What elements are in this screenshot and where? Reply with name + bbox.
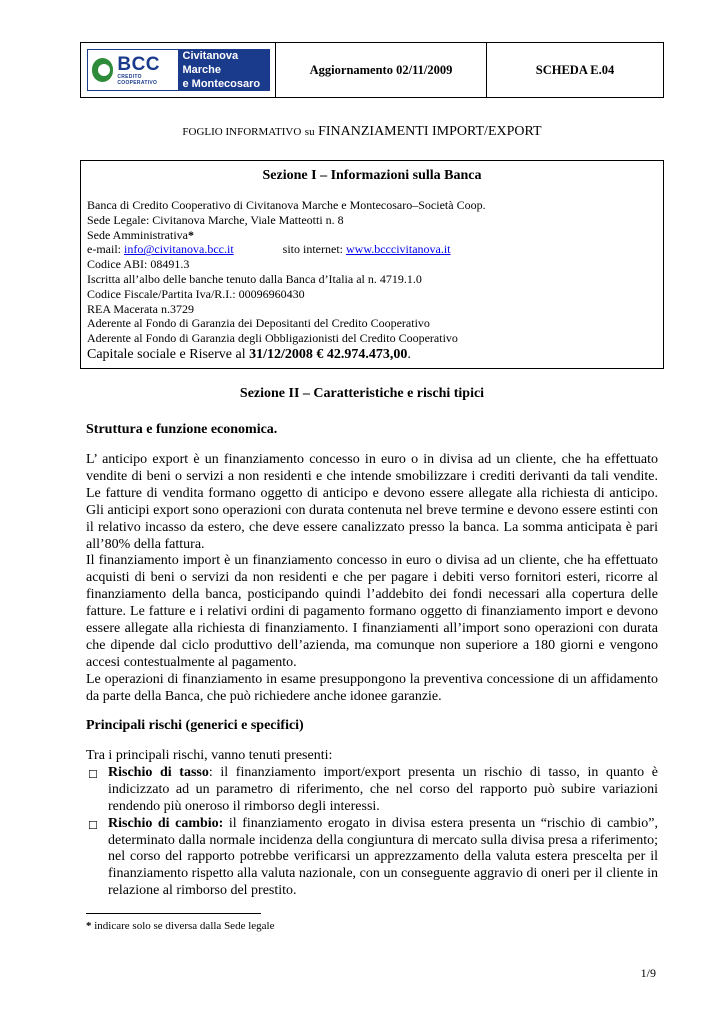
title-su: su (304, 126, 315, 138)
risk-name: Rischio di tasso (108, 764, 209, 780)
structure-heading: Struttura e funzione economica. (86, 422, 278, 437)
logo-brand: BCC (117, 53, 161, 75)
title-main: FINANZIAMENTI IMPORT/EXPORT (318, 124, 542, 139)
document-header (80, 42, 664, 98)
bank-name: Banca di Credito Cooperativo di Civitanova Marche e Montecosaro–Società Coop. (87, 198, 486, 212)
paragraph-credit: Le operazioni di finanziamento in esame presuppongono la preventiva concessione di un affidamento da parte della Banca, che può richiedere anche idonee garanzie. (86, 671, 658, 704)
list-item (86, 765, 658, 816)
structure-body (86, 452, 658, 706)
risk-heading: Principali rischi (generici e specifici) (86, 718, 304, 733)
bank-info-box (80, 160, 664, 369)
capital-line: Capitale sociale e Riserve al 31/12/2008 € 42.974.473,00. (87, 346, 411, 362)
footnote-divider (86, 913, 261, 914)
risk-text: : il finanziamento import/export presenta un rischio di tasso, in quanto è indicizzato ad un parametro di riferimento, che nel corso del rapporto può subire variazioni rendendo più oneroso il rimborso degli interessi. (108, 764, 658, 814)
fund-bondholders: Aderente al Fondo di Garanzia degli Obbligazionisti del Credito Cooperativo (87, 331, 458, 346)
page-number: 1/9 (640, 966, 656, 980)
paragraph-import: Il finanziamento import è un finanziamento concesso in euro o divisa ad un cliente, che ha effettuato acquisti di beni o servizi da non residenti e che per pagare i debiti verso fornitori esteri, ricorre al finanziamento della banca, posticipando quindi l’addebito dei fondi necessari alla copertura delle fatture. Le fatture e i relativi ordini di pagamento formano oggetto di finanziamento import e devono essere allegate alla richiesta di finanziamento. I finanziamenti all’import sono operazioni con durata che dipende dal ciclo produttivo dell’azienda, ma comunque non superiore a 180 giorni e vengono accesi contestualmente al pagamento. (86, 553, 658, 670)
logo-subtitle: CREDITO COOPERATIVO (117, 73, 158, 86)
title-prefix: FOGLIO INFORMATIVO (182, 126, 302, 138)
risk-name: Rischio di cambio: (108, 815, 224, 831)
website-link[interactable]: www.bcccivitanova.it (346, 242, 451, 257)
update-date: Aggiornamento 02/11/2009 (276, 43, 487, 97)
footnote: * indicare solo se diversa dalla Sede legale (86, 920, 275, 932)
rea-line: REA Macerata n.3729 (87, 301, 194, 316)
sheet-code: SCHEDA E.04 (535, 62, 615, 77)
risk-intro: Tra i principali rischi, vanno tenuti presenti: (86, 748, 333, 763)
fund-depositors: Aderente al Fondo di Garanzia dei Depositanti del Credito Cooperativo (87, 316, 430, 331)
checkbox-bullet-icon: ☐ (88, 819, 98, 832)
email-link[interactable]: info@civitanova.bcc.it (123, 242, 234, 257)
logo-line2: e Montecosaro (182, 78, 261, 90)
list-item (86, 816, 658, 901)
legal-seat: Sede Legale: Civitanova Marche, Viale Matteotti n. 8 (87, 212, 344, 227)
register-line: Iscritta all’albo delle banche tenuto dalla Banca d’Italia al n. 4719.1.0 (87, 271, 422, 286)
bcc-emblem-icon (92, 58, 114, 82)
section1-heading: Sezione I – Informazioni sulla Banca (262, 168, 482, 183)
admin-seat: Sede Amministrativa* (87, 227, 194, 242)
capital-value: 31/12/2008 € 42.974.473,00 (249, 346, 408, 362)
risk-text: il finanziamento erogato in divisa estera presenta un “rischio di cambio”, determinato dalla normale incidenza della congiuntura di mercato sulla divisa presa a riferimento; nel corso del rapporto potrebbe verificarsi un apprezzamento della valuta estera prescelta per il finanziamento rispetto alla valuta nazionale, con un conseguente aggravio di oneri per il cliente in relazione al rimborso del prestito. (108, 815, 659, 899)
logo-line1: Civitanova Marche (182, 50, 239, 76)
risk-list (86, 748, 658, 900)
checkbox-bullet-icon: ☐ (88, 768, 98, 781)
bcc-logo (87, 49, 270, 91)
abi-code: Codice ABI: 08491.3 (87, 257, 190, 272)
tax-code: Codice Fiscale/Partita Iva/R.I.: 00096960430 (87, 286, 305, 301)
logo-cell (81, 43, 276, 97)
section2-heading: Sezione II – Caratteristiche e rischi tipici (239, 386, 485, 401)
paragraph-export: L’ anticipo export è un finanziamento concesso in euro o in divisa ad un cliente, che ha effettuato vendite di beni o servizi a non residenti e che intende smobilizzare i crediti derivanti da tali vendite. Le fatture di vendita formano oggetto di anticipo e devono essere allegate alla richiesta di anticipo. Gli anticipi export sono operazioni con durata contenuta nel breve termine e devono essere estinti con il relativo incasso da estero, che deve essere canalizzato presso la banca. La somma anticipata è pari all’80% della fattura. (86, 452, 658, 552)
email-label: e-mail: (87, 242, 121, 257)
document-title (0, 124, 724, 140)
site-label: sito internet: (282, 242, 343, 257)
contact-line (87, 242, 657, 257)
